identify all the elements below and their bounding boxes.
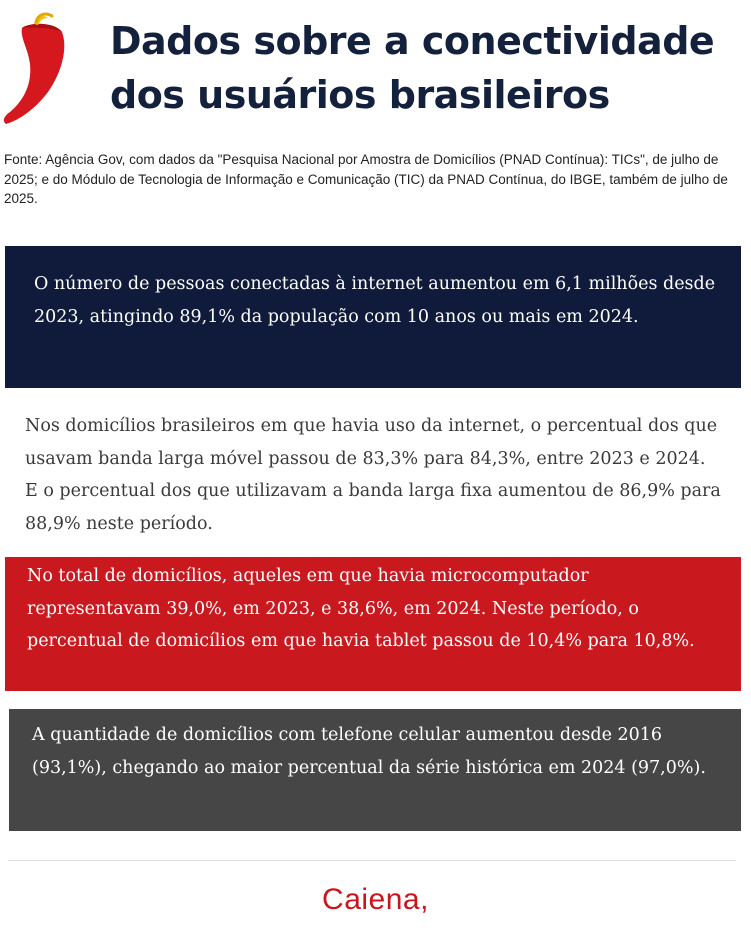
fact-broadband: Nos domicílios brasileiros em que havia uso da internet, o percentual dos que usavam banda larga móvel passou de 83,3% para 84,3%, entre 2023 e 2024. E o percentual dos que utilizavam a banda larga fixa aumentou de 86,9% para 88,9% neste período. (5, 408, 741, 548)
fact-internet-users: O número de pessoas conectadas à internet aumentou em 6,1 milhões desde 2023, atingindo 89,1% da população com 10 anos ou mais em 2024. (5, 246, 741, 388)
fact-mobile-phone: A quantidade de domicílios com telefone celular aumentou desde 2016 (93,1%), chegando ao maior percentual da série histórica em 2024 (97,0%). (9, 709, 741, 831)
chili-pepper-icon (0, 8, 70, 124)
page-title: Dados sobre a conectividade dos usuários brasileiros (110, 19, 715, 117)
source-note: Fonte: Agência Gov, com dados da "Pesquisa Nacional por Amostra de Domicílios (PNAD Contínua): TICs", de julho de 2025; e do Módulo de Tecnologia de Informação e Comunicação (TIC) da PNAD Contínua, do IBGE, também de julho de 2025. (4, 152, 728, 206)
footer-divider (8, 860, 736, 861)
brand-logo: Caiena, (322, 883, 429, 916)
fact-computer-tablet: No total de domicílios, aqueles em que havia microcomputador representavam 39,0%, em 2023, e 38,6%, em 2024. Neste período, o percentual de domicílios em que havia tablet passou de 10,4% para 10,8%. (5, 557, 741, 691)
